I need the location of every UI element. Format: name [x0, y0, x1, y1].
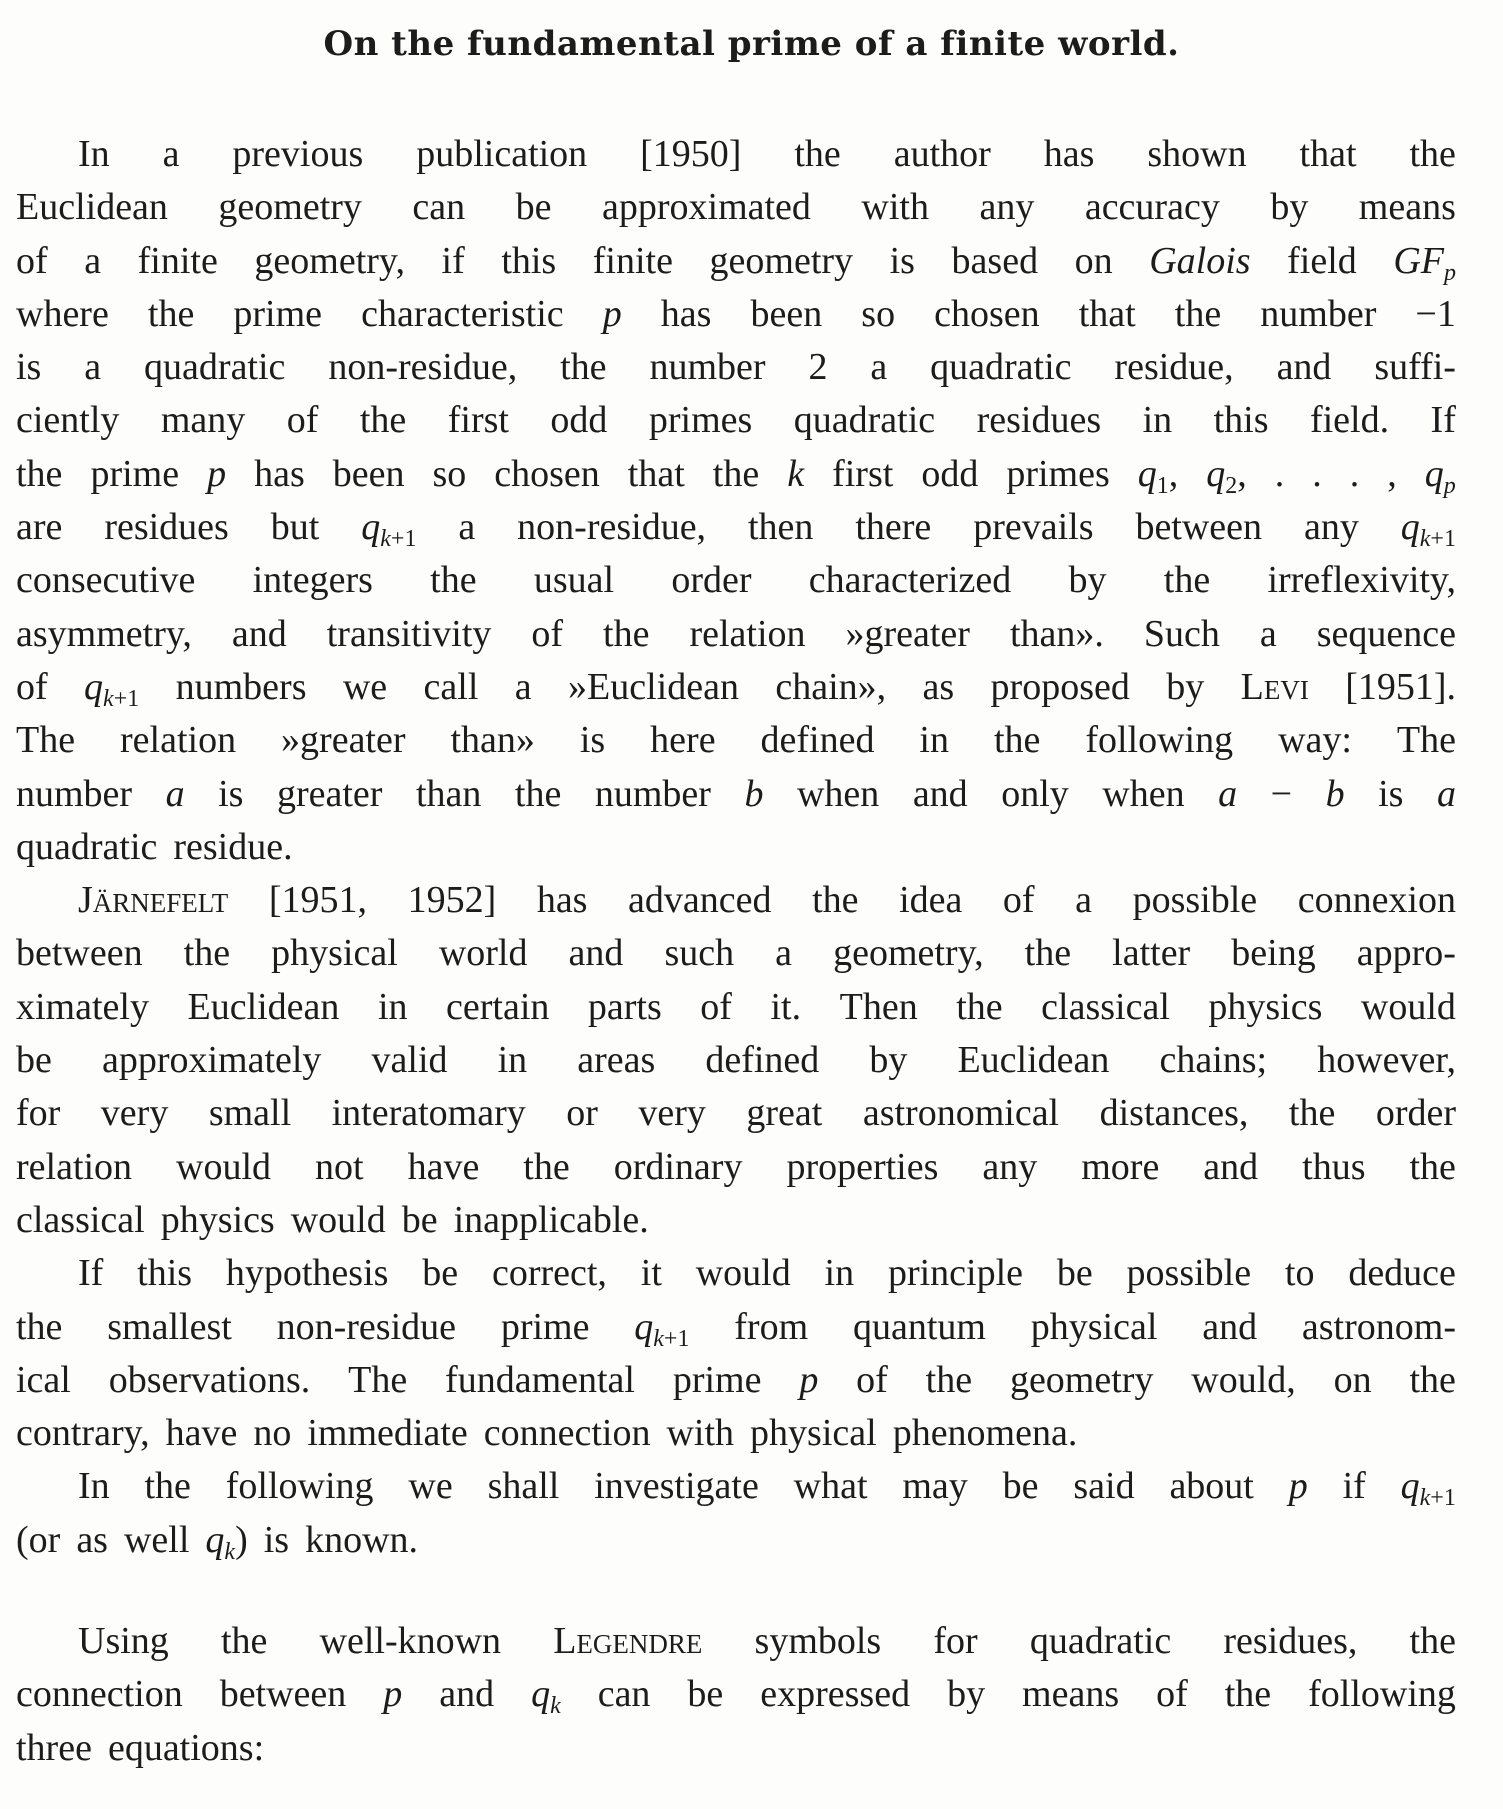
paper-title: On the fundamental prime of a finite world.	[323, 24, 1180, 64]
paper-body	[16, 128, 1456, 1775]
text-line: of $q_{k+1}$ numbers we call a »Euclidean chain», as proposed by Levi [1951].	[16, 665, 1456, 712]
text-line: (or as well $q_k$) is known.	[16, 1518, 419, 1565]
text-line: is a quadratic non-residue, the number 2 a quadratic residue, and suffi-	[16, 346, 1456, 389]
text-line: ical observations. The fundamental prime p of the geometry would, on the	[16, 1358, 1456, 1401]
text-line: In a previous publication [1950] the author has shown that the	[78, 133, 1456, 175]
text-line: between the physical world and such a geometry, the latter being appro-	[16, 932, 1456, 975]
text-line: number a is greater than the number b when and only when a − b is a	[16, 772, 1456, 815]
text-line: ciently many of the first odd primes quadratic residues in this field. If	[16, 399, 1456, 442]
text-line: If this hypothesis be correct, it would in principle be possible to deduce	[78, 1252, 1456, 1295]
text-line: consecutive integers the usual order characterized by the irreflexivity,	[16, 559, 1456, 602]
text-line: contrary, have no immediate connection with physical phenomena.	[16, 1412, 1078, 1455]
text-line: for very small interatomary or very great astronomical distances, the order	[16, 1092, 1456, 1135]
text-line: Using the well-known Legendre symbols for quadratic residues, the	[78, 1620, 1456, 1663]
text-line: of a finite geometry, if this finite geometry is based on Galois field $GF_p$	[16, 239, 1456, 286]
section-gap	[16, 1567, 1456, 1615]
text-line: ximately Euclidean in certain parts of it. Then the classical physics would	[16, 985, 1456, 1028]
text-line: be approximately valid in areas defined by Euclidean chains; however,	[16, 1039, 1456, 1082]
text-line: relation would not have the ordinary properties any more and thus the	[16, 1145, 1456, 1188]
text-line: where the prime characteristic p has been so chosen that the number −1	[16, 292, 1456, 335]
text-line: The relation »greater than» is here defined in the following way: The	[16, 719, 1456, 762]
text-line: Euclidean geometry can be approximated with any accuracy by means	[16, 186, 1456, 229]
text-line: three equations:	[16, 1726, 265, 1769]
text-line: classical physics would be inapplicable.	[16, 1198, 649, 1241]
text-line: asymmetry, and transitivity of the relation »greater than». Such a sequence	[16, 612, 1456, 655]
text-line: the prime p has been so chosen that the k first odd primes $q_1$, $q_2$, . . . , $q_p$	[16, 452, 1456, 499]
text-line: In the following we shall investigate what may be said about p if $q_{k+1}$	[78, 1465, 1456, 1512]
text-line: are residues but $q_{k+1}$ a non-residue, then there prevails between any $q_{k+1}$	[16, 506, 1456, 553]
text-line: quadratic residue.	[16, 825, 293, 868]
text-line: Järnefelt [1951, 1952] has advanced the idea of a possible connexion	[78, 879, 1456, 922]
text-line: connection between p and $q_k$ can be expressed by means of the following	[16, 1673, 1456, 1720]
text-line: the smallest non-residue prime $q_{k+1}$ from quantum physical and astronom-	[16, 1305, 1456, 1352]
